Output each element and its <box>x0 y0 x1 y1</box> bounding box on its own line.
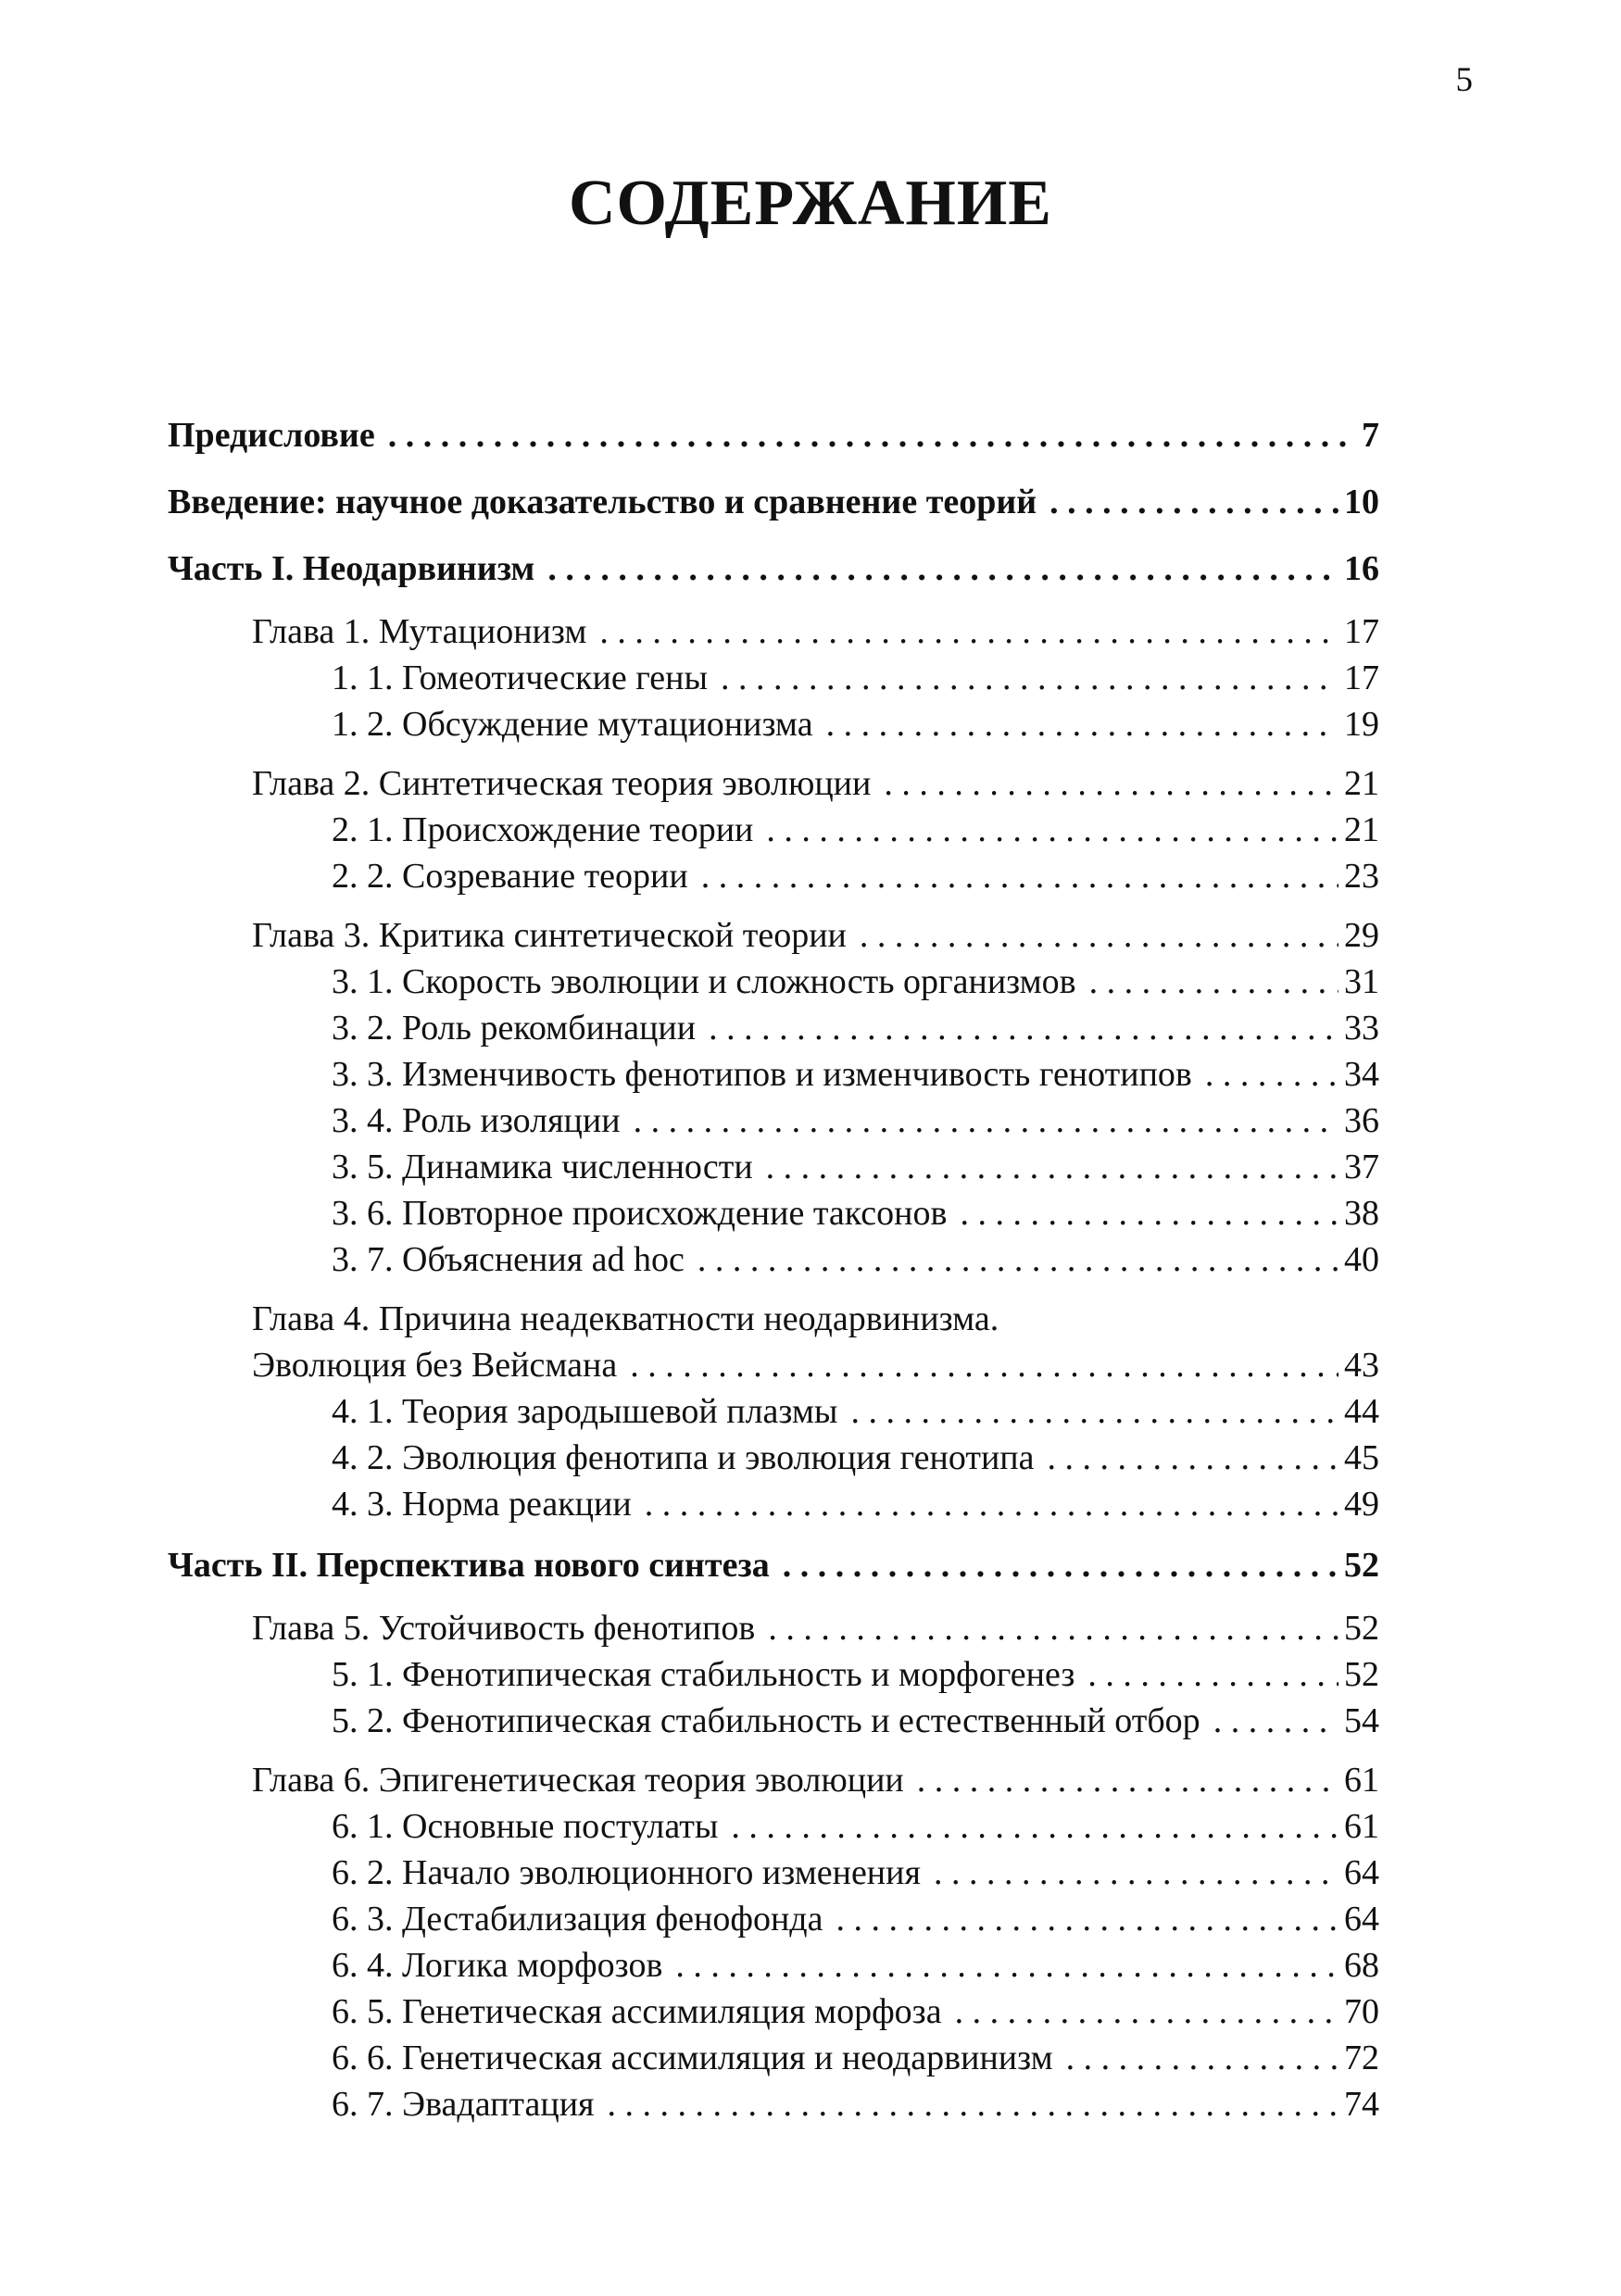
toc-entry-label: 4. 2. Эволюция фенотипа и эволюция генотипа <box>332 1438 1035 1477</box>
toc-entry-section[interactable] <box>168 807 1379 853</box>
dot-leader <box>634 1098 1338 1144</box>
toc-entry-label: Глава 4. Причина неадекватности неодарвинизма. <box>252 1299 999 1338</box>
toc-entry-page: 19 <box>1344 705 1379 744</box>
dot-leader <box>1049 479 1338 525</box>
toc-entry-label: 6. 3. Дестабилизация фенофонда <box>332 1900 823 1938</box>
dot-leader <box>826 701 1338 747</box>
dot-leader <box>645 1481 1338 1527</box>
toc-entry-page: 16 <box>1344 549 1379 588</box>
toc-entry-label: Глава 3. Критика синтетической теории <box>252 916 847 955</box>
dot-leader <box>1066 2035 1338 2081</box>
toc-entry-chapter[interactable] <box>168 1757 1379 1803</box>
toc-entry-page: 7 <box>1362 416 1379 455</box>
toc-entry-label: Введение: научное доказательство и сравнение теорий <box>168 483 1037 521</box>
toc-entry-label: 3. 5. Динамика численности <box>332 1148 753 1186</box>
toc-entry-label: 5. 1. Фенотипическая стабильность и морфогенез <box>332 1655 1075 1694</box>
toc-entry-label: Часть I. Неодарвинизм <box>168 549 535 588</box>
toc-entry-page: 52 <box>1344 1655 1379 1694</box>
toc-entry-label: 6. 4. Логика морфозов <box>332 1946 663 1985</box>
dot-leader <box>675 1942 1338 1989</box>
dot-leader <box>1089 959 1338 1005</box>
toc-entry-section[interactable] <box>168 1051 1379 1098</box>
toc-entry-page: 43 <box>1344 1346 1379 1385</box>
toc-entry-section[interactable] <box>168 1435 1379 1481</box>
toc-entry-page: 40 <box>1344 1240 1379 1279</box>
dot-leader <box>955 1989 1338 2035</box>
dot-leader <box>934 1850 1338 1896</box>
toc-entry-label: 3. 1. Скорость эволюции и сложность организмов <box>332 962 1076 1001</box>
dot-leader <box>709 1005 1338 1051</box>
toc-entry-label: 2. 2. Созревание теории <box>332 857 688 896</box>
toc-entry-label: Глава 1. Мутационизм <box>252 612 587 651</box>
dot-leader <box>721 655 1338 701</box>
toc-entry-section[interactable] <box>168 1850 1379 1896</box>
toc-entry-label: 6. 5. Генетическая ассимиляция морфоза <box>332 1992 942 2031</box>
dot-leader <box>731 1803 1338 1850</box>
toc-entry-page: 45 <box>1344 1438 1379 1477</box>
toc-entry-label: 3. 2. Роль рекомбинации <box>332 1009 697 1048</box>
toc-entry-label: Глава 5. Устойчивость фенотипов <box>252 1609 756 1648</box>
table-of-contents <box>168 412 1379 2127</box>
toc-entry-part[interactable] <box>168 546 1379 592</box>
dot-leader <box>630 1342 1338 1388</box>
toc-entry-page: 68 <box>1344 1946 1379 1985</box>
toc-entry-section[interactable] <box>168 853 1379 899</box>
toc-entry-part[interactable] <box>168 1542 1379 1588</box>
toc-entry-section[interactable] <box>168 1651 1379 1698</box>
toc-entry-section[interactable] <box>168 1698 1379 1744</box>
toc-entry-page: 33 <box>1344 1009 1379 1048</box>
toc-entry-page: 70 <box>1344 1992 1379 2031</box>
toc-entry-page: 64 <box>1344 1853 1379 1892</box>
toc-entry-page: 31 <box>1344 962 1379 1001</box>
toc-entry-label: 4. 1. Теория зародышевой плазмы <box>332 1392 838 1431</box>
dot-leader <box>701 853 1338 899</box>
toc-entry-section[interactable] <box>168 1190 1379 1236</box>
toc-entry-section[interactable] <box>168 1896 1379 1942</box>
dot-leader <box>766 807 1338 853</box>
dot-leader <box>697 1236 1338 1283</box>
toc-entry-page: 21 <box>1344 810 1379 849</box>
toc-entry-label: 2. 1. Происхождение теории <box>332 810 754 849</box>
toc-entry-page: 17 <box>1344 659 1379 697</box>
toc-entry-page: 44 <box>1344 1392 1379 1431</box>
dot-leader <box>917 1757 1338 1803</box>
toc-entry-part[interactable] <box>168 412 1379 458</box>
dot-leader <box>599 609 1338 655</box>
toc-entry-page: 17 <box>1344 612 1379 651</box>
toc-entry-page: 29 <box>1344 916 1379 955</box>
dot-leader <box>388 412 1356 458</box>
toc-entry-chapter[interactable] <box>168 912 1379 959</box>
toc-entry-label: 3. 6. Повторное происхождение таксонов <box>332 1194 948 1233</box>
toc-entry-section[interactable] <box>168 1989 1379 2035</box>
dot-leader <box>608 2081 1338 2127</box>
dot-leader <box>884 760 1338 807</box>
toc-entry-page: 36 <box>1344 1101 1379 1140</box>
toc-entry-label: 3. 4. Роль изоляции <box>332 1101 621 1140</box>
toc-entry-page: 52 <box>1344 1546 1379 1585</box>
toc-entry-section[interactable] <box>168 959 1379 1005</box>
toc-entry-part[interactable] <box>168 479 1379 525</box>
dot-leader <box>1087 1651 1338 1698</box>
dot-leader <box>1205 1051 1338 1098</box>
toc-entry-page: 38 <box>1344 1194 1379 1233</box>
toc-entry-page: 37 <box>1344 1148 1379 1186</box>
dot-leader <box>1048 1435 1339 1481</box>
toc-entry-page: 34 <box>1344 1055 1379 1094</box>
dot-leader <box>850 1388 1338 1435</box>
toc-entry-label: Глава 6. Эпигенетическая теория эволюции <box>252 1761 904 1800</box>
toc-entry-label: Эволюция без Вейсмана <box>252 1346 618 1385</box>
toc-entry-label: 1. 1. Гомеотические гены <box>332 659 709 697</box>
toc-entry-label: 3. 7. Объяснения ad hoc <box>332 1240 685 1279</box>
toc-entry-chapter[interactable] <box>168 1342 1379 1388</box>
toc-entry-page: 21 <box>1344 764 1379 803</box>
toc-entry-section[interactable] <box>168 1005 1379 1051</box>
toc-entry-label: 6. 1. Основные постулаты <box>332 1807 719 1846</box>
toc-entry-chapter[interactable] <box>168 1605 1379 1651</box>
toc-entry-label: 6. 2. Начало эволюционного изменения <box>332 1853 921 1892</box>
toc-entry-label: Глава 2. Синтетическая теория эволюции <box>252 764 872 803</box>
toc-entry-chapter[interactable] <box>168 760 1379 807</box>
toc-entry-section[interactable] <box>168 1098 1379 1144</box>
dot-leader <box>860 912 1338 959</box>
toc-entry-label: 6. 7. Эвадаптация <box>332 2085 595 2124</box>
toc-chapter-heading-line <box>168 1296 1379 1342</box>
dot-leader <box>768 1605 1338 1651</box>
toc-entry-section[interactable] <box>168 1942 1379 1989</box>
toc-entry-section[interactable] <box>168 1803 1379 1850</box>
page-title: СОДЕРЖАНИЕ <box>568 168 1052 239</box>
toc-entry-label: 3. 3. Изменчивость фенотипов и изменчивость генотипов <box>332 1055 1192 1094</box>
toc-entry-section[interactable] <box>168 1388 1379 1435</box>
toc-entry-label: 5. 2. Фенотипическая стабильность и естественный отбор <box>332 1701 1200 1740</box>
toc-entry-page: 10 <box>1344 483 1379 521</box>
toc-entry-label: Предисловие <box>168 416 375 455</box>
toc-entry-section[interactable] <box>168 1481 1379 1527</box>
toc-entry-page: 61 <box>1344 1807 1379 1846</box>
toc-entry-section[interactable] <box>168 2035 1379 2081</box>
dot-leader <box>1213 1698 1338 1744</box>
toc-entry-chapter[interactable] <box>168 609 1379 655</box>
toc-entry-label: 1. 2. Обсуждение мутационизма <box>332 705 813 744</box>
toc-entry-label: 6. 6. Генетическая ассимиляция и неодарвинизм <box>332 2039 1053 2077</box>
toc-entry-page: 72 <box>1344 2039 1379 2077</box>
toc-entry-page: 61 <box>1344 1761 1379 1800</box>
page-number: 5 <box>1455 61 1473 99</box>
toc-entry-section[interactable] <box>168 1144 1379 1190</box>
toc-entry-section[interactable] <box>168 655 1379 701</box>
dot-leader <box>960 1190 1338 1236</box>
toc-entry-page: 64 <box>1344 1900 1379 1938</box>
toc-entry-label: Часть II. Перспектива нового синтеза <box>168 1546 770 1585</box>
toc-entry-page: 74 <box>1344 2085 1379 2124</box>
dot-leader <box>547 546 1338 592</box>
toc-entry-page: 23 <box>1344 857 1379 896</box>
dot-leader <box>766 1144 1338 1190</box>
dot-leader <box>783 1542 1338 1588</box>
toc-entry-page: 54 <box>1344 1701 1379 1740</box>
toc-entry-page: 49 <box>1344 1485 1379 1524</box>
toc-entry-page: 52 <box>1344 1609 1379 1648</box>
toc-entry-section[interactable] <box>168 701 1379 747</box>
toc-entry-label: 4. 3. Норма реакции <box>332 1485 632 1524</box>
dot-leader <box>836 1896 1338 1942</box>
toc-entry-section[interactable] <box>168 1236 1379 1283</box>
toc-entry-section[interactable] <box>168 2081 1379 2127</box>
